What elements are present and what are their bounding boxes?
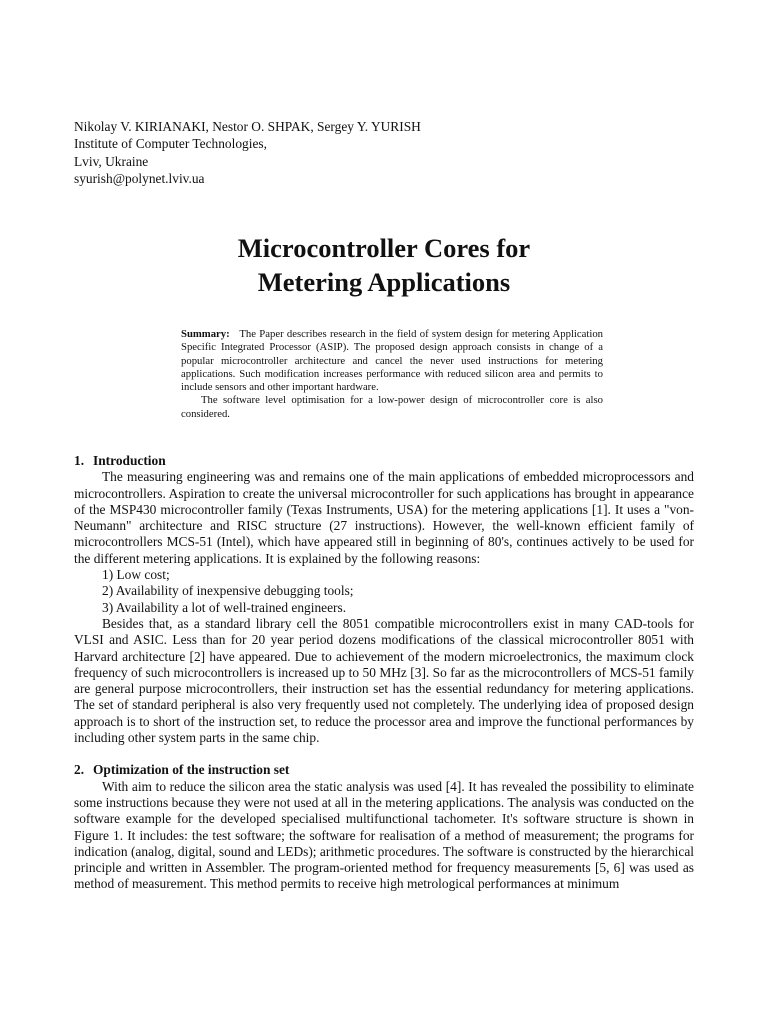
section-gap bbox=[74, 746, 694, 762]
summary-label: Summary: bbox=[181, 328, 230, 340]
section-1-heading bbox=[74, 453, 694, 469]
author-location: Lviv, Ukraine bbox=[74, 153, 149, 169]
author-affiliation: Institute of Computer Technologies, bbox=[74, 136, 267, 152]
title-line-2: Metering Applications bbox=[257, 267, 511, 297]
section-2-paragraph-1: With aim to reduce the silicon area the static analysis was used [4]. It has revealed the possibility to eliminate some instructions because they were not used at all in the metering applications. The analysis was conducted on the software example for the developed specialised multifunctional tachometer. It's software structure is shown in Figure 1. It includes: the test software; the software for realisation of a method of measurement; the programs for indication (analog, digital, sound and LEDs); arithmetic procedures. The software is constructed by the hierarchical principle and written in Assembler. The program-oriented method for frequency measurements [5, 6] was used as method of measurement. This method permits to receive high metrological performances at minimum bbox=[74, 778, 694, 892]
author-block bbox=[74, 118, 421, 188]
section-2-heading bbox=[74, 762, 694, 778]
list-item: 1) Low cost; bbox=[102, 567, 170, 583]
author-names: Nikolay V. KIRIANAKI, Nestor O. SHPAK, Sergey Y. YURISH bbox=[74, 119, 421, 134]
summary-text-1: The Paper describes research in the field of system design for metering Application Specific Integrated Processor (ASIP). The proposed design approach consists in change of a popular microcontroller architecture and cancel the never used instructions for metering applications. Such modification increases performance with reduced silicon area and permits to include sensors and other important hardware. bbox=[181, 328, 604, 394]
summary-paragraph-2: The software level optimisation for a low-power design of microcontroller core is also considered. bbox=[181, 394, 603, 420]
section-2-title: Optimization of the instruction set bbox=[93, 762, 290, 778]
paper-title bbox=[0, 231, 768, 299]
list-item: 3) Availability a lot of well-trained engineers. bbox=[102, 599, 347, 615]
section-2-number: 2. bbox=[74, 762, 85, 778]
section-1-paragraph-2: Besides that, as a standard library cell the 8051 compatible microcontrollers exist in many CAD-tools for VLSI and ASIC. Less than for 20 year period dozens modifications of the classical microcontroller 8051 with Harvard architecture [2] have appeared. Due to achievement of the modern microelectronics, the maximum clock frequency of such microcontrollers is increased up to 50 MHz [3]. So far as the microcontrollers of MCS-51 family are general purpose microcontrollers, their instruction set has the essential redundancy for metering applications. The set of standard peripheral is also very frequently used not completely. The underlying idea of proposed design approach is to short of the instruction set, to reduce the processor area and improve the functional performances by including other system parts in the same chip. bbox=[74, 615, 694, 746]
section-1-title: Introduction bbox=[93, 453, 166, 468]
summary-paragraph-1 bbox=[181, 328, 603, 394]
title-line-1: Microcontroller Cores for bbox=[237, 233, 531, 263]
summary-block bbox=[181, 328, 603, 421]
section-1-paragraph-1: The measuring engineering was and remains one of the main applications of embedded microprocessors and microcontrollers. Aspiration to create the universal microcontroller for such applications has brought in appearance of the MSP430 microcontroller family (Texas Instruments, USA) for the metering applications [1]. It uses a "von-Neumann" architecture and RISC structure (27 instructions). However, the well-known efficient family of microcontrollers MCS-51 (Intel), which have appeared still in beginning of 80's, continues actively to be used for the different metering applications. It is explained by the following reasons: bbox=[74, 469, 694, 566]
list-item: 2) Availability of inexpensive debugging tools; bbox=[102, 583, 354, 599]
paper-body bbox=[74, 453, 694, 893]
section-1-number: 1. bbox=[74, 453, 85, 468]
author-email: syurish@polynet.lviv.ua bbox=[74, 171, 205, 187]
